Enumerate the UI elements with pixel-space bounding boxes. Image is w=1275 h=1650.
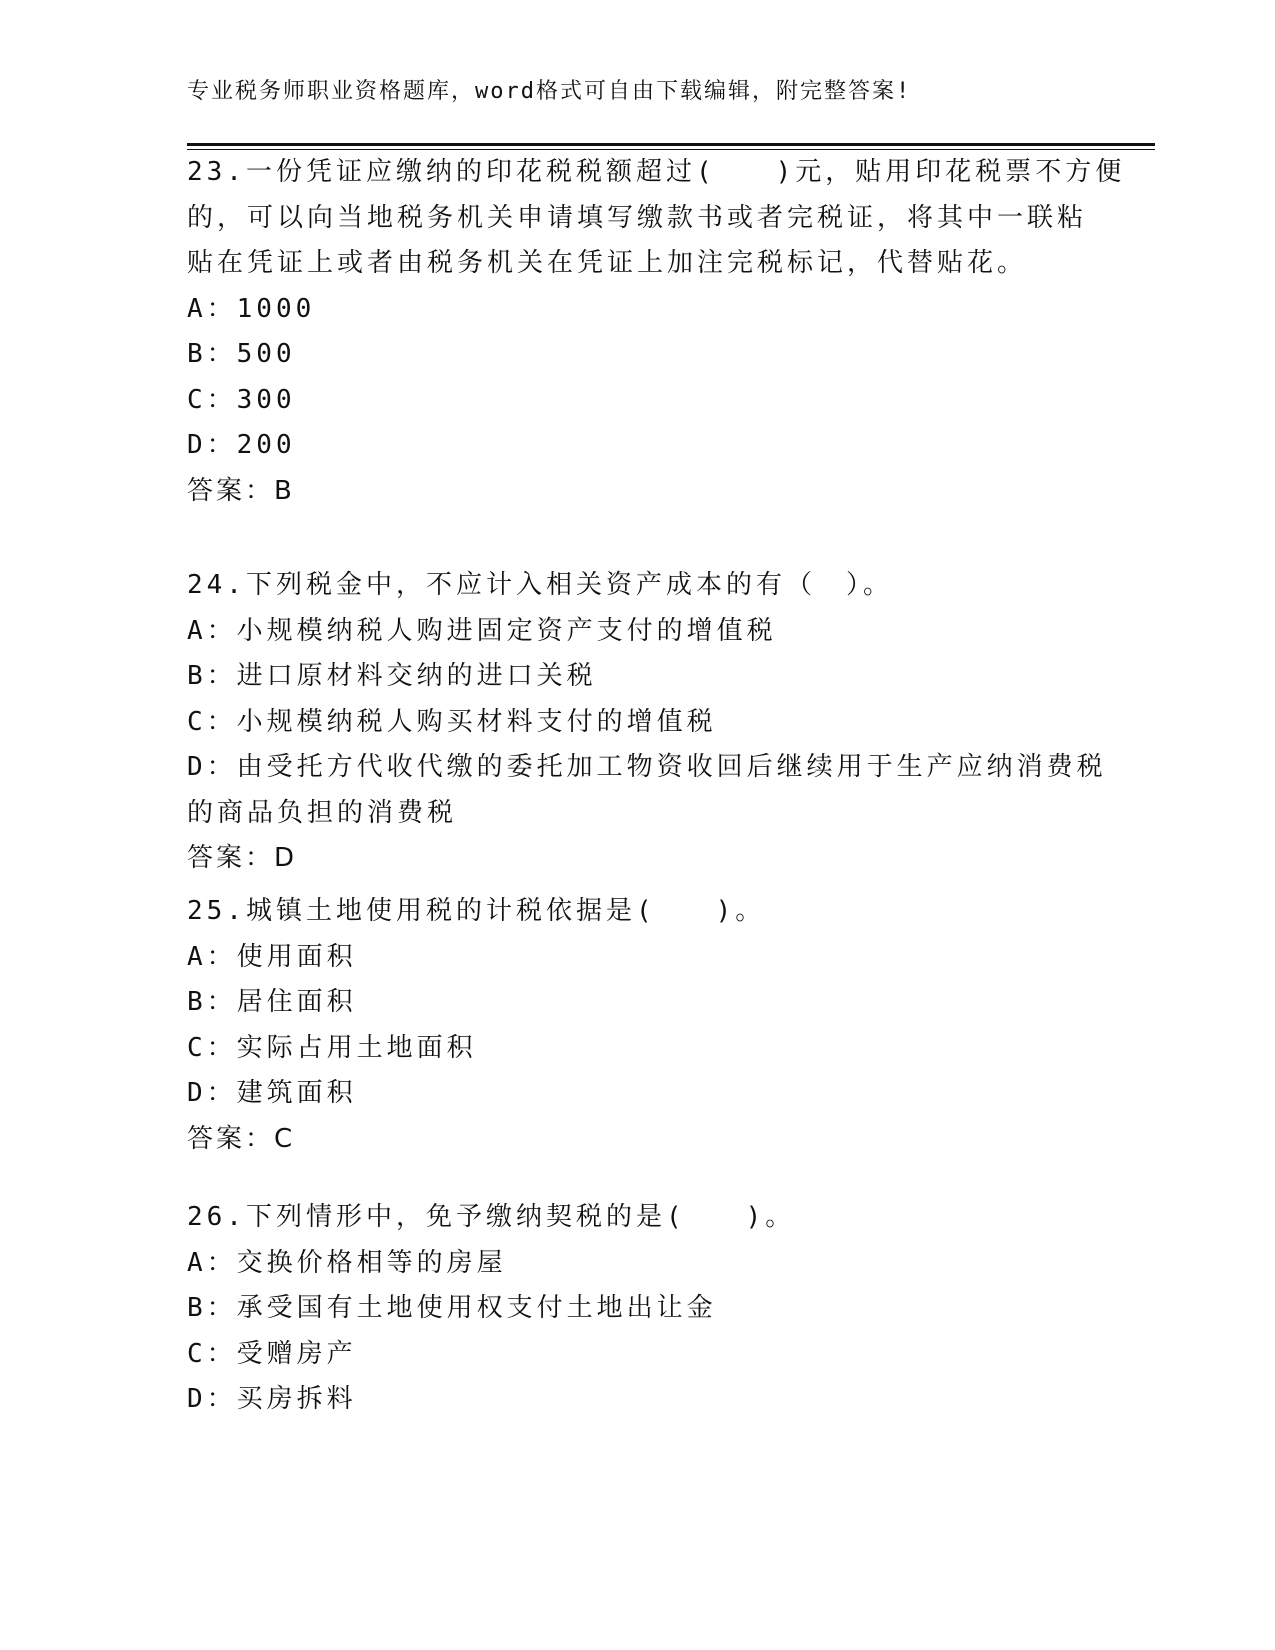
option-d: D：200 <box>187 430 296 460</box>
page-header: 专业税务师职业资格题库，word格式可自由下载编辑，附完整答案! <box>187 79 912 104</box>
option-c: C：300 <box>187 384 296 415</box>
question-23 <box>187 150 1126 514</box>
option-a: A：使用面积 <box>187 941 357 972</box>
option-c: C：小规模纳税人购买材料支付的增值税 <box>187 706 717 737</box>
question-26 <box>187 1195 1087 1423</box>
question-text-line: 24.下列税金中，不应计入相关资产成本的有（ ）。 <box>187 570 893 600</box>
option-b: B：居住面积 <box>187 987 357 1017</box>
option-a: A：1000 <box>187 293 316 324</box>
question-text-line: 23.一份凭证应缴纳的印花税税额超过( )元，贴用印花税票不方便 <box>187 157 1126 187</box>
header-rule-thick <box>187 143 1155 146</box>
question-25 <box>187 889 1087 1162</box>
option-d: D：由受托方代收代缴的委托加工物资收回后继续用于生产应纳消费税 <box>187 752 1107 782</box>
option-c: C：受赠房产 <box>187 1338 357 1369</box>
question-text-line: 25.城镇土地使用税的计税依据是( )。 <box>187 896 766 926</box>
answer-line: 答案：C <box>187 1123 296 1154</box>
question-text-line: 26.下列情形中，免予缴纳契税的是( )。 <box>187 1202 796 1232</box>
option-d-continued: 的商品负担的消费税 <box>187 797 458 828</box>
question-text-line: 的，可以向当地税务机关申请填写缴款书或者完税证，将其中一联粘 <box>187 202 1088 233</box>
question-24 <box>187 563 1107 882</box>
option-a: A：交换价格相等的房屋 <box>187 1247 507 1278</box>
answer-line: 答案：B <box>187 475 295 506</box>
question-text-line: 贴在凭证上或者由税务机关在凭证上加注完税标记，代替贴花。 <box>187 248 1028 278</box>
option-b: B：承受国有土地使用权支付土地出让金 <box>187 1293 717 1323</box>
option-d: D：建筑面积 <box>187 1078 357 1108</box>
option-d: D：买房拆料 <box>187 1384 357 1414</box>
option-b: B：进口原材料交纳的进口关税 <box>187 661 597 691</box>
option-a: A：小规模纳税人购进固定资产支付的增值税 <box>187 615 777 646</box>
answer-line: 答案：D <box>187 843 298 873</box>
option-c: C：实际占用土地面积 <box>187 1032 477 1063</box>
option-b: B：500 <box>187 339 296 369</box>
